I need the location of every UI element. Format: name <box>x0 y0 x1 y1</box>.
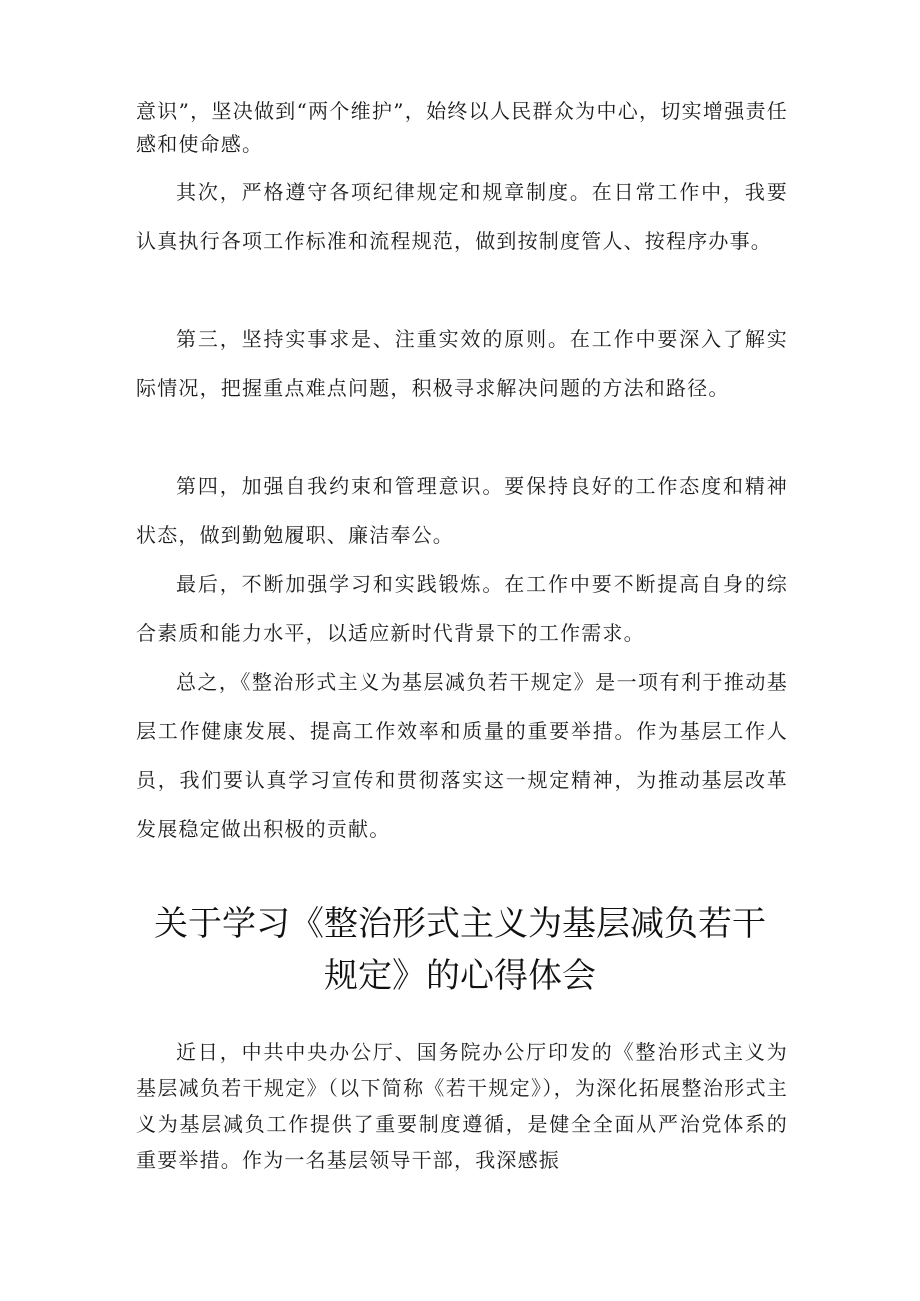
section-title-line2: 规定》的心得体会 <box>324 956 596 996</box>
paragraph-intro: 近日，中共中央办公厅、国务院办公厅印发的《整治形式主义为基层减负若干规定》（以下简称《若干规定》），为深化拓展整治形式主义为基层减负工作提供了重要制度遵循，是健全全面从严治党体系的重要举措。作为一名基层领导干部，我深感振 <box>136 1040 788 1172</box>
section-title-line1: 关于学习《整治形式主义为基层减负若干 <box>154 904 766 944</box>
paragraph-continuation: 意识”，坚决做到“两个维护”，始终以人民群众为中心，切实增强责任感和使命感。 <box>136 99 788 156</box>
paragraph-secondly: 其次，严格遵守各项纪律规定和规章制度。在日常工作中，我要认真执行各项工作标准和流程规范，做到按制度管人、按程序办事。 <box>136 180 788 253</box>
section-title <box>100 898 820 1002</box>
paragraph-thirdly: 第三，坚持实事求是、注重实效的原则。在工作中要深入了解实际情况，把握重点难点问题，积极寻求解决问题的方法和路径。 <box>136 327 788 400</box>
paragraph-fourthly: 第四，加强自我约束和管理意识。要保持良好的工作态度和精神状态，做到勤勉履职、廉洁奉公。 <box>136 474 788 547</box>
paragraph-finally: 最后，不断加强学习和实践锻炼。在工作中要不断提高自身的综合素质和能力水平，以适应新时代背景下的工作需求。 <box>136 572 788 645</box>
paragraph-conclusion: 总之，《整治形式主义为基层减负若干规定》是一项有利于推动基层工作健康发展、提高工作效率和质量的重要举措。作为基层工作人员，我们要认真学习宣传和贯彻落实这一规定精神，为推动基层改革发展稳定做出积极的贡献。 <box>136 670 788 841</box>
